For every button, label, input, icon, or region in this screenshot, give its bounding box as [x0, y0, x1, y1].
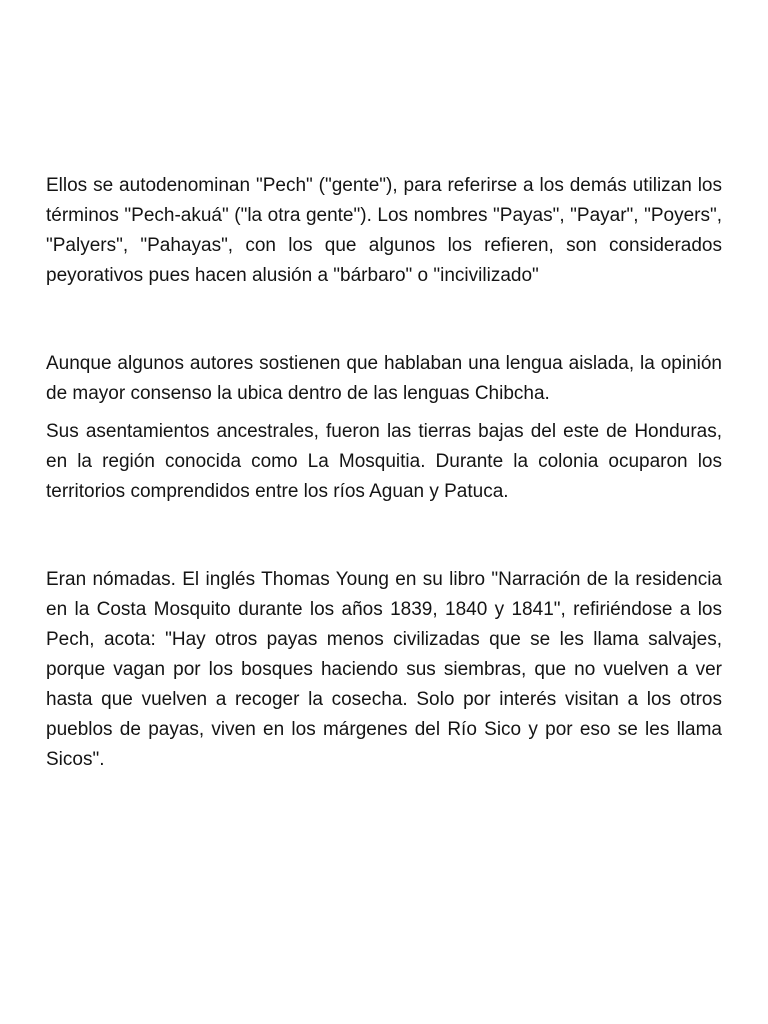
paragraph-nomads: Eran nómadas. El inglés Thomas Young en su libro "Narración de la residencia en la Costa Mosquito durante los años 1839, 1840 y 1841", refiriéndose a los Pech, acota: "Hay otros payas menos civilizadas que se les llama salvajes, porque vagan por los bosques haciendo sus siembras, que no vuelven a ver hasta que vuelven a recoger la cosecha. Solo por interés visitan a los otros pueblos de payas, viven en los márgenes del Río Sico y por eso se les llama Sicos".	[46, 569, 722, 770]
paragraph-pech-name: Ellos se autodenominan "Pech" ("gente"), para referirse a los demás utilizan los términos "Pech-akuá" ("la otra gente"). Los nombres "Payas", "Payar", "Poyers", "Palyers", "Pahayas", con los que algunos los refieren, son considerados peyorativos pues hacen alusión a "bárbaro" o "incivilizado"	[46, 175, 722, 286]
document-page	[46, 171, 722, 775]
paragraph-settlements: Sus asentamientos ancestrales, fueron las tierras bajas del este de Honduras, en la región conocida como La Mosquitia. Durante la colonia ocuparon los territorios comprendidos entre los ríos Aguan y Patuca.	[46, 421, 722, 502]
paragraph-language: Aunque algunos autores sostienen que hablaban una lengua aislada, la opinión de mayor consenso la ubica dentro de las lenguas Chibcha.	[46, 353, 722, 404]
